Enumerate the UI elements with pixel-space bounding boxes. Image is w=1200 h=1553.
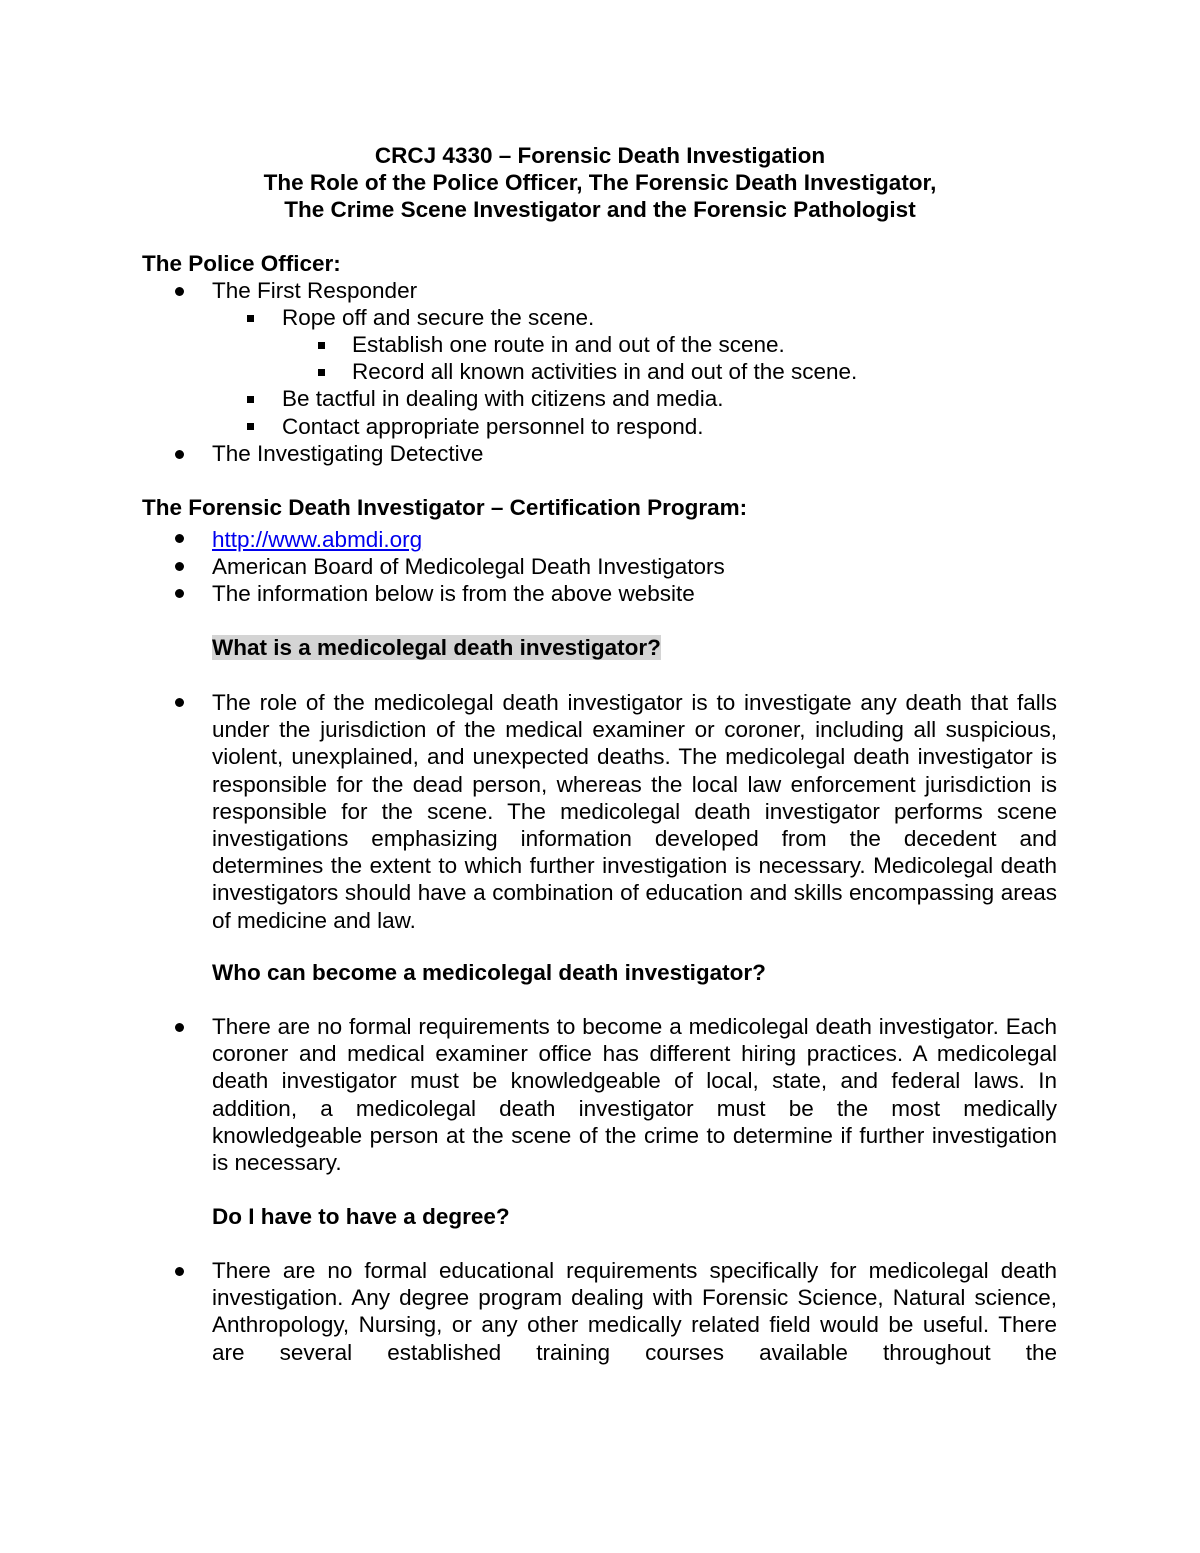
list-item-board: American Board of Medicolegal Death Investigators bbox=[212, 554, 725, 579]
highlighted-question: What is a medicolegal death investigator? bbox=[212, 635, 661, 660]
bullet-icon bbox=[175, 534, 184, 543]
doc-subtitle-line2: The Crime Scene Investigator and the Forensic Pathologist bbox=[284, 197, 916, 222]
question-heading bbox=[212, 634, 661, 661]
bullet-icon bbox=[175, 698, 184, 707]
list-item-rope-off: Rope off and secure the scene. bbox=[282, 305, 595, 330]
bullet-icon bbox=[175, 450, 184, 459]
answer-paragraph: The role of the medicolegal death investigator is to investigate any death that falls under the jurisdiction of the medical examiner or coroner, including all suspicious, violent, unexplained, and unexpected deaths. The medicolegal death investigator is responsible for the dead person, whereas the local law enforcement jurisdiction is responsible for the scene. The medicolegal death investigator performs scene investigations emphasizing information developed from the decedent and determines the extent to which further investigation is necessary. Medicolegal death investigators should have a combination of education and skills encompassing areas of medicine and law. bbox=[212, 690, 1057, 933]
bullet-icon bbox=[175, 287, 184, 296]
abmdi-link[interactable]: http://www.abmdi.org bbox=[212, 527, 423, 552]
doc-title: CRCJ 4330 – Forensic Death Investigation bbox=[374, 143, 826, 168]
list-item-be-tactful: Be tactful in dealing with citizens and media. bbox=[282, 386, 724, 411]
square-bullet-icon bbox=[247, 396, 254, 403]
bullet-icon bbox=[175, 1023, 184, 1032]
bullet-icon bbox=[175, 562, 184, 571]
list-item-establish-route: Establish one route in and out of the scene. bbox=[352, 332, 785, 357]
question-heading: Do I have to have a degree? bbox=[212, 1204, 510, 1229]
question-heading: Who can become a medicolegal death investigator? bbox=[212, 960, 766, 985]
list-item-info-note: The information below is from the above website bbox=[212, 581, 695, 606]
answer-paragraph: There are no formal educational requirements specifically for medicolegal death investigation. Any degree program dealing with Forensic Science, Natural science, Anthropology, Nursing, or any other medically related field would be useful. There are several established training courses available throughout the bbox=[212, 1258, 1057, 1365]
police-officer-heading: The Police Officer: bbox=[142, 251, 341, 276]
square-bullet-icon bbox=[247, 423, 254, 430]
answer-paragraph: There are no formal requirements to become a medicolegal death investigator. Each coroner and medical examiner office has different hiring practices. A medicolegal death investigator must be knowledgeable of local, state, and federal laws. In addition, a medicolegal death investigator must be the most medically knowledgeable person at the scene of the crime to determine if further investigation is necessary. bbox=[212, 1014, 1057, 1176]
square-bullet-icon bbox=[318, 369, 325, 376]
list-item-contact-personnel: Contact appropriate personnel to respond. bbox=[282, 414, 704, 439]
list-item-investigating-detective: The Investigating Detective bbox=[212, 441, 484, 466]
square-bullet-icon bbox=[247, 315, 254, 322]
doc-subtitle-line1: The Role of the Police Officer, The Forensic Death Investigator, bbox=[263, 170, 937, 195]
fdi-heading: The Forensic Death Investigator – Certification Program: bbox=[142, 495, 748, 520]
list-item-first-responder: The First Responder bbox=[212, 278, 418, 303]
bullet-icon bbox=[175, 589, 184, 598]
bullet-icon bbox=[175, 1267, 184, 1276]
square-bullet-icon bbox=[318, 342, 325, 349]
list-item-record-activities: Record all known activities in and out of the scene. bbox=[352, 359, 858, 384]
